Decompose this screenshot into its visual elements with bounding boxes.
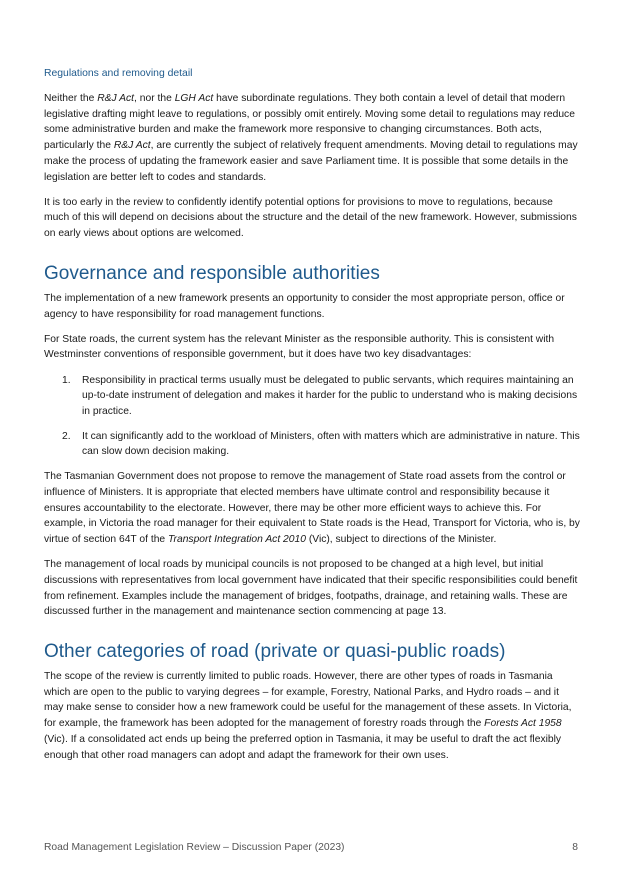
text-run: have subordinate regulations. They both contain a level of detail that modern legislative drafting might leave to regulations, or possibly omit entirely. Moving some detail to regulations may reduce some administrative burden and make the framework more responsive to changing circumstances. Both acts, particularly the: [44, 93, 575, 152]
subheading-regulations: Regulations and removing detail: [44, 68, 193, 79]
text-run: The Tasmanian Government does not propose to remove the management of State road assets from the control or influence of Ministers. It is appropriate that elected members have ultimate control and responsibility because it ensures accountability to the electorate. However, there may be other more efficient ways to achieve this. For example, in Victoria the road manager for their equivalent to State roads is the Head, Transport for Victoria, who is, by virtue of section 64T of the: [44, 471, 580, 545]
paragraph-regulations-1: [44, 91, 580, 185]
list-item: [44, 429, 580, 460]
list-item: [44, 373, 580, 420]
list-number: 1.: [62, 374, 71, 386]
text-run: , nor the: [134, 93, 175, 104]
paragraph-regulations-2: It is too early in the review to confidently identify potential options for provisions to move to regulations, because much of this will depend on decisions about the structure and the detail of the new framework. However, submissions on early views about options are welcomed.: [44, 196, 577, 240]
act-name-italic: R&J Act: [113, 140, 151, 152]
act-name-italic: LGH Act: [174, 93, 214, 104]
page-footer: [44, 842, 578, 853]
list-number: 2.: [62, 430, 71, 442]
text-run: (Vic), subject to directions of the Minister.: [305, 533, 497, 545]
heading-other-categories: Other categories of road (private or quasi-public roads): [44, 640, 506, 662]
text-run: Neither the: [44, 93, 98, 104]
document-body: [44, 66, 580, 773]
page-number: 8: [572, 842, 578, 853]
text-run: The scope of the review is currently limited to public roads. However, there are other types of roads in Tasmania which are open to the public to varying degrees – for example, Forestry, National Parks, and Hydro roads – and it may make sense to consider how a new framework could be useful for the management of these assets. In Victoria, for example, the framework has been adopted for the management of forestry roads through the: [44, 670, 572, 730]
paragraph-governance-4: The management of local roads by municipal councils is not proposed to be changed at a high level, but initial discussions with representatives from local government have indicated that their specific responsibilities could benefit from refinement. Examples include the management of bridges, footpaths, drainage, and retaining walls. These are discussed further in the management and maintenance section commencing at page 13.: [44, 559, 578, 618]
paragraph-other-categories-1: [44, 669, 580, 763]
list-text: Responsibility in practical terms usually must be delegated to public servants, which requires maintaining an up-to-date instrument of delegation and makes it harder for the public to understand who is making decisions in practice.: [82, 374, 578, 418]
act-name-italic: Transport Integration Act 2010: [168, 533, 306, 545]
paragraph-governance-1: The implementation of a new framework presents an opportunity to consider the most appropriate person, office or agency to have responsibility for road management functions.: [44, 292, 565, 320]
list-text: It can significantly add to the workload of Ministers, often with matters which are administrative in nature. This can slow down decision making.: [82, 430, 580, 458]
act-name-italic: R&J Act: [97, 93, 135, 104]
paragraph-governance-3: [44, 469, 580, 548]
paragraph-governance-2: For State roads, the current system has the relevant Minister as the responsible authority. This is consistent with Westminster conventions of responsible government, but it does have two key disadvantages:: [44, 333, 555, 361]
heading-governance: Governance and responsible authorities: [44, 262, 380, 284]
disadvantages-list: [44, 373, 580, 461]
footer-title: Road Management Legislation Review – Discussion Paper (2023): [44, 842, 345, 853]
text-run: , are currently the subject of relatively frequent amendments. Moving detail to regulations may make the process of updating the framework easier and save Parliament time. It is possible that some details in the legislation are better left to codes and standards.: [44, 140, 578, 183]
act-name-italic: Forests Act 1958: [484, 718, 562, 730]
text-run: (Vic). If a consolidated act ends up being the preferred option in Tasmania, it may be useful to draft the act flexibly enough that other road managers can adopt and adapt the framework for their own uses.: [44, 733, 562, 761]
